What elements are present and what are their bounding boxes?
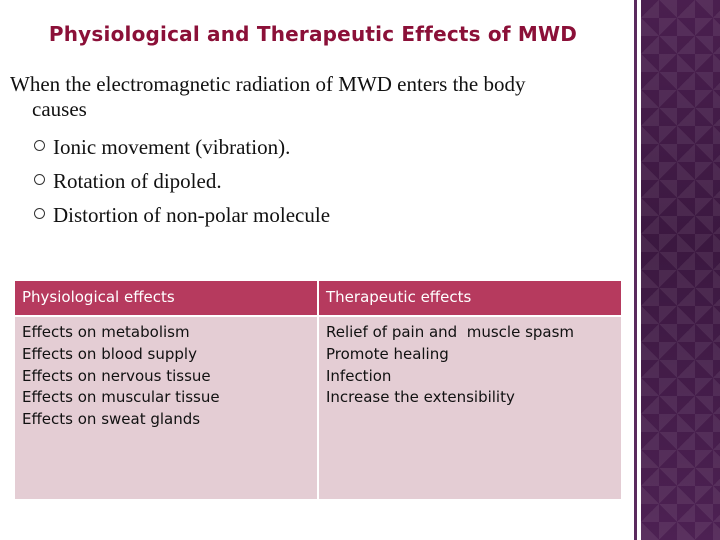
- physiological-effect: Effects on nervous tissue: [22, 366, 211, 385]
- bullet-text: Distortion of non-polar molecule: [53, 203, 331, 227]
- bullet-item: [34, 204, 624, 238]
- header-physiological: Physiological effects: [14, 280, 318, 316]
- physiological-effect: Effects on metabolism: [22, 323, 190, 341]
- header-therapeutic: Therapeutic effects: [318, 280, 622, 316]
- physiological-effect: Effects on sweat glands: [22, 410, 201, 429]
- bullet-item: [34, 170, 624, 204]
- hollow-circle-bullet-icon: [34, 208, 45, 219]
- therapeutic-effect: Infection: [326, 366, 392, 385]
- bullet-item: [34, 136, 624, 170]
- hollow-circle-bullet-icon: [34, 140, 45, 151]
- decorative-side-panel: [641, 0, 720, 540]
- therapeutic-effects-cell: [318, 316, 622, 500]
- intro-line-2: causes: [32, 97, 87, 121]
- slide-title: Physiological and Therapeutic Effects of MWD: [48, 22, 578, 46]
- therapeutic-effect: Promote healing: [326, 344, 449, 363]
- bullet-text: Ionic movement (vibration).: [53, 135, 291, 159]
- table-header-row: [14, 280, 622, 316]
- effects-table: [13, 279, 623, 501]
- hollow-circle-bullet-icon: [34, 174, 45, 185]
- side-divider-line: [634, 0, 637, 540]
- therapeutic-effect: Increase the extensibility: [326, 388, 515, 407]
- intro-text: [10, 72, 620, 122]
- bullet-list: [34, 136, 624, 238]
- table-row: [14, 316, 622, 500]
- physiological-effect: Effects on blood supply: [22, 344, 197, 363]
- physiological-effects-cell: [14, 316, 318, 500]
- bullet-text: Rotation of dipoled.: [53, 169, 222, 193]
- therapeutic-effect: Relief of pain and muscle spasm: [326, 323, 575, 341]
- intro-line-1: When the electromagnetic radiation of MWD enters the body: [10, 72, 526, 96]
- physiological-effect: Effects on muscular tissue: [22, 388, 220, 407]
